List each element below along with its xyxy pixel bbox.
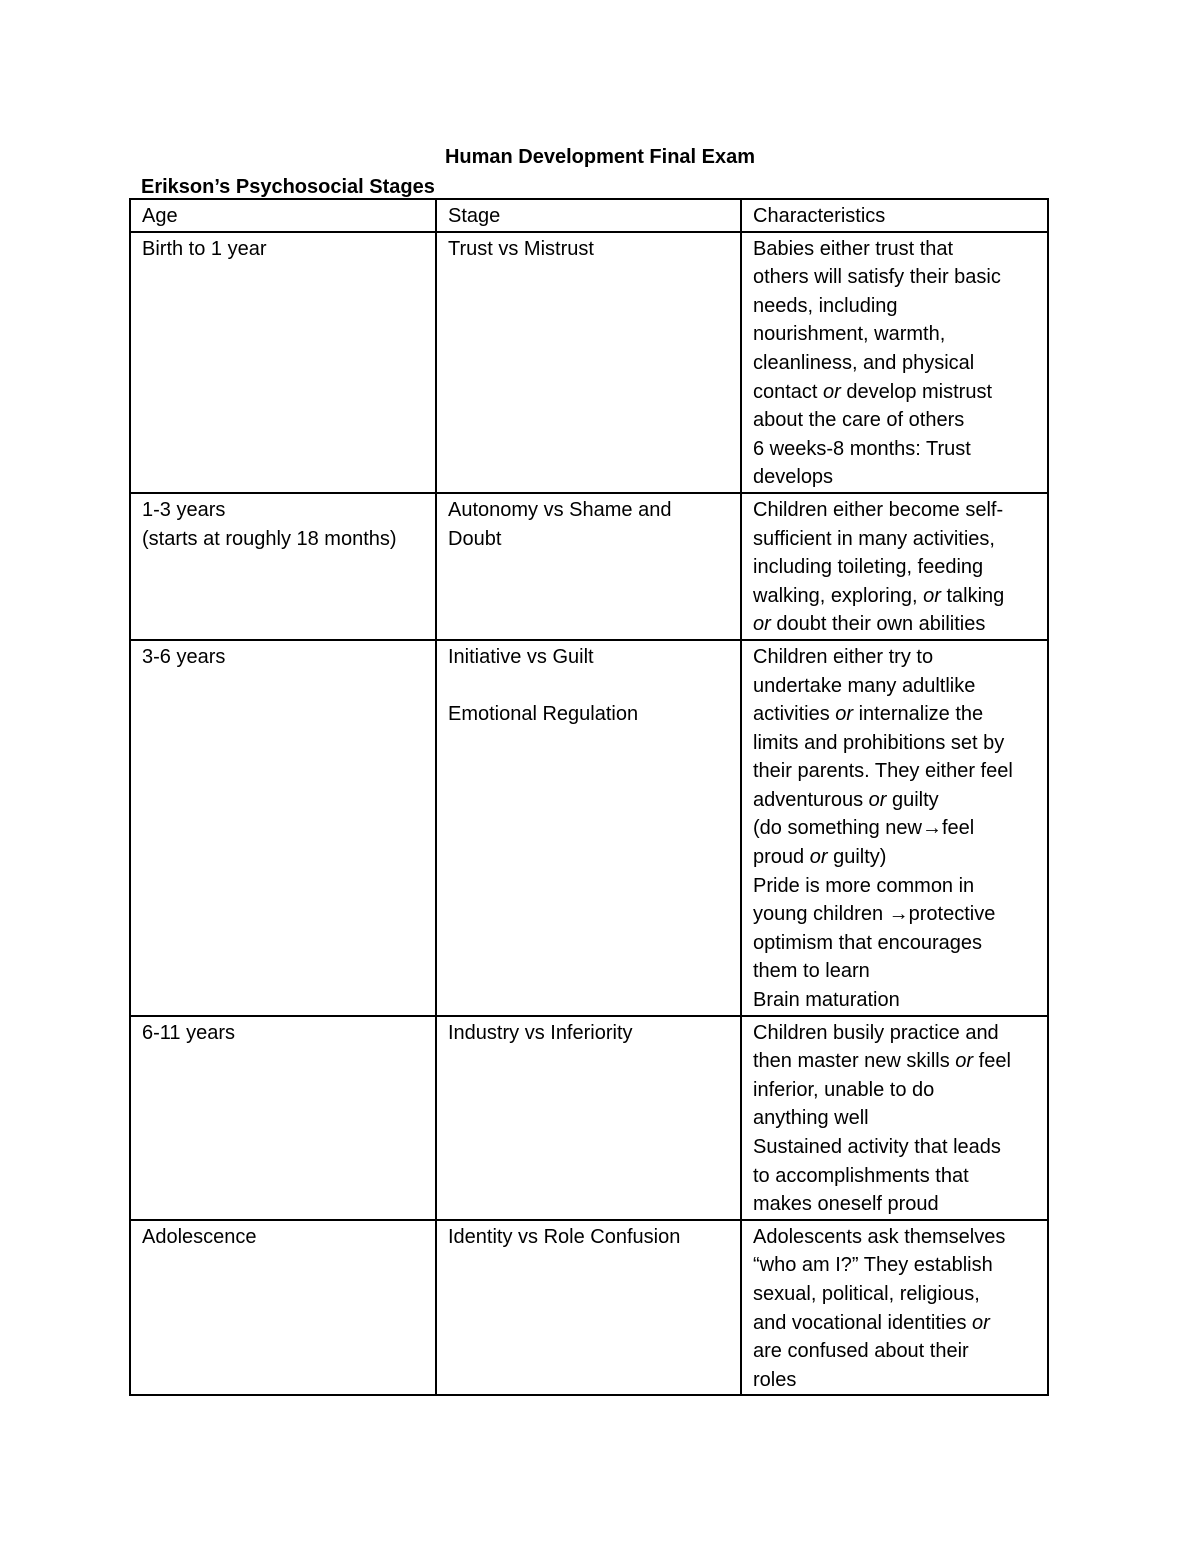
cell-line: develops (753, 466, 834, 489)
stages-table (129, 198, 1049, 1396)
cell-line: inferior, unable to do (753, 1078, 935, 1101)
cell-line: Adolescents ask themselves (753, 1225, 1006, 1248)
table-row (130, 1016, 1048, 1220)
cell-line: to accomplishments that (753, 1164, 969, 1187)
cell-line: Children either become self- (753, 498, 1004, 521)
characteristics-cell (741, 232, 1048, 493)
cell-line: sexual, political, religious, (753, 1282, 980, 1305)
cell-line: Trust vs Mistrust (448, 237, 594, 260)
age-cell (130, 1016, 436, 1220)
cell-line: or doubt their own abilities (753, 613, 986, 636)
cell-line: cleanliness, and physical (753, 351, 975, 374)
age-cell (130, 232, 436, 493)
cell-line (448, 672, 734, 701)
cell-line: and vocational identities or (753, 1311, 990, 1334)
cell-line: “who am I?” They establish (753, 1254, 993, 1277)
cell-line: Pride is more common in (753, 874, 975, 897)
cell-line: undertake many adultlike (753, 674, 976, 697)
cell-line: others will satisfy their basic (753, 266, 1001, 289)
age-cell (130, 493, 436, 640)
cell-line: Children busily practice and (753, 1021, 999, 1044)
age-cell (130, 1220, 436, 1396)
cell-line: nourishment, warmth, (753, 323, 946, 346)
table-row (130, 232, 1048, 493)
cell-line: Babies either trust that (753, 237, 954, 260)
characteristics-cell (741, 493, 1048, 640)
cell-line: adventurous or guilty (753, 788, 939, 811)
cell-line: Identity vs Role Confusion (448, 1225, 681, 1248)
table-body (130, 199, 1048, 1395)
cell-line: 1-3 years (142, 498, 226, 521)
cell-line: Industry vs Inferiority (448, 1021, 633, 1044)
cell-line: Sustained activity that leads (753, 1136, 1001, 1158)
cell-line: limits and prohibitions set by (753, 731, 1005, 754)
stage-cell (436, 640, 741, 1016)
cell-line: (do something new→feel (753, 817, 975, 840)
characteristics-cell (741, 1220, 1048, 1396)
cell-line: 6 weeks-8 months: Trust (753, 437, 971, 460)
cell-line: makes oneself proud (753, 1193, 939, 1216)
section-title: Erikson’s Psychosocial Stages (141, 176, 435, 198)
table-row (130, 493, 1048, 640)
cell-line: Doubt (448, 527, 502, 550)
cell-line: 3-6 years (142, 645, 226, 668)
cell-line: then master new skills or feel (753, 1050, 1011, 1073)
table-row (130, 1220, 1048, 1396)
stage-cell (436, 493, 741, 640)
cell-line: optimism that encourages (753, 931, 983, 954)
stage-cell (436, 1016, 741, 1220)
cell-line: activities or internalize the (753, 703, 984, 726)
cell-line: about the care of others (753, 409, 965, 432)
stage-cell (436, 232, 741, 493)
table-row (130, 640, 1048, 1016)
age-cell (130, 640, 436, 1016)
cell-line: Autonomy vs Shame and (448, 498, 672, 521)
cell-line: anything well (753, 1107, 869, 1130)
characteristics-cell (741, 1016, 1048, 1220)
cell-line: contact or develop mistrust (753, 380, 993, 403)
cell-line: including toileting, feeding (753, 556, 984, 579)
stage-cell (436, 1220, 741, 1396)
cell-line: Adolescence (142, 1225, 257, 1248)
header-characteristics: Characteristics (741, 199, 1048, 232)
cell-line: Initiative vs Guilt (448, 645, 594, 668)
cell-line: are confused about their (753, 1340, 969, 1363)
cell-line: Brain maturation (753, 989, 900, 1012)
cell-line: proud or guilty) (753, 846, 887, 869)
table-header-row (130, 199, 1048, 232)
cell-line: young children →protective (753, 903, 996, 926)
header-stage: Stage (436, 199, 741, 232)
cell-line: (starts at roughly 18 months) (142, 527, 397, 550)
cell-line: Children either try to (753, 645, 934, 668)
cell-line: 6-11 years (142, 1021, 236, 1044)
page-title: Human Development Final Exam (444, 146, 756, 168)
cell-line: needs, including (753, 294, 898, 317)
cell-line: walking, exploring, or talking (753, 584, 1005, 607)
cell-line: Birth to 1 year (142, 237, 267, 260)
cell-line: sufficient in many activities, (753, 527, 995, 550)
cell-line: their parents. They either feel (753, 760, 1013, 783)
cell-line: them to learn (753, 960, 870, 983)
characteristics-cell (741, 640, 1048, 1016)
header-age: Age (130, 199, 436, 232)
cell-line: roles (753, 1368, 797, 1391)
cell-line: Emotional Regulation (448, 703, 639, 726)
